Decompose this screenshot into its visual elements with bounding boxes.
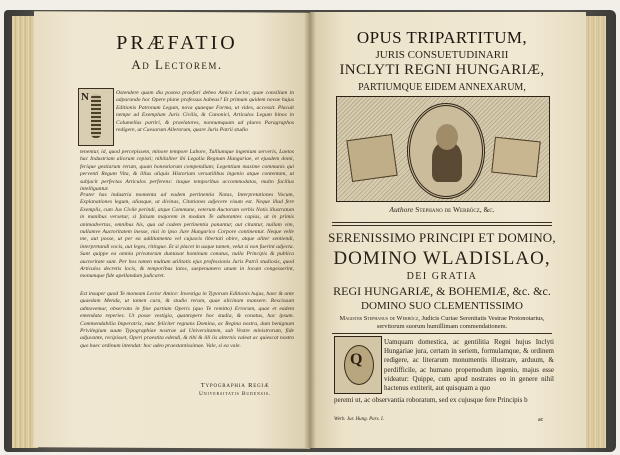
preface-paragraph-1-continued: tenentur, id, quod percepissem, minore tempore Labore, Tulliumque ingenium serveris, Laetos hac Industriam aliorum cepisti; nihilaliter ibi Legalia Regnum Hungariae, et ejusdem domi, ferique gestiarum rerum, quam honestiorum compendium; Legentium maxime communis qui perventi Regum Vita, & illius aliquis Historiam versatilibus ingenio atque contentam, ut subjacit perfectas Articulos perferens: itaque temporibus accommodatas, multo facilius intelliguntur. xyxy=(80,149,294,193)
divider-rule xyxy=(332,222,552,223)
book-title-line-2: JURIS CONSUETUDINARII xyxy=(375,49,509,61)
magister-line xyxy=(330,315,554,331)
open-book-left-icon xyxy=(346,134,397,182)
magister-text: Judicis Curiae Serenitatis Vestrae Protonotarius, servitorum suorum humillimam commendationem. xyxy=(376,315,545,330)
portrait-oval-frame xyxy=(407,103,485,199)
dedication-line-2: DOMINO WLADISLAO, xyxy=(333,248,551,269)
initial-letter-q: Q xyxy=(350,351,363,368)
figure-ornament-icon xyxy=(91,94,101,138)
imprint-line-2: Universitatis Budensis. xyxy=(198,391,272,397)
divider-rule xyxy=(332,333,552,334)
portrait-face xyxy=(436,124,458,150)
dedication-body: Uamquam domestica, ac gentilitia Regni hujus Inclyti Hungariae jura, certam in seriem, formulamque, & ordinem redigere, ac literarum monumentis illustrare, arduum, & perdifficile, ac humano propemodum ingenio, majus esse videatur: Quippe, cum apud nostrates eo in genere nihil hactenus extiterit, aut quisquam a quo xyxy=(384,338,554,393)
divider-rule xyxy=(332,225,552,226)
praefatio-subtitle: Ad Lectorem. xyxy=(131,57,223,72)
book-title-line-1: OPUS TRIPARTITUM, xyxy=(356,28,528,47)
imprint-line-1: Typographia Regiæ xyxy=(200,382,270,389)
magister-name: Magister Stephanus de Werböcz, xyxy=(339,315,420,322)
open-book-right-icon xyxy=(491,137,541,178)
dedication-line-3: DEI GRATIA xyxy=(406,271,478,282)
author-name: Stephano de Werböcz, &c. xyxy=(415,205,495,214)
preface-paragraph-1: Ostendere quam diu postea praefari debeo Amice Lector, quae consilium in adparando hoc Opere plane professus habeas? Et primum quidem novae hujus Editionis Patronum Legum, nova quaeque Forma, ut vides, accessit. Placuit nempe ad Exemplum Juris Civilis, & Canonici, Articulos Legum binos in Columellas partiri, & praelatores, nonnumquam ad plures Paragraphos redigere, ut Caesarum Allerorum, quare Juris Patrii studio xyxy=(116,90,294,134)
book-title-line-4: PARTIUMQUE EIDEM ANNEXARUM, xyxy=(358,82,526,93)
dedication-body-continued: peremi ut, ac observantia roboratum, sed ex cujusque fere Principis b xyxy=(334,396,528,404)
dedication-line-5: DOMINO SUO CLEMENTISSIMO xyxy=(361,300,523,312)
author-prefix: Authore xyxy=(389,205,414,214)
dedication-line-1: SERENISSIMO PRINCIPI ET DOMINO, xyxy=(328,230,556,245)
author-line xyxy=(324,205,560,214)
initial-letter: N xyxy=(81,91,89,103)
catchword: ac xyxy=(538,417,544,423)
preface-paragraph-3: Est insuper quod Te moneam Lector Amice: Investiga in Typorum Editionis hujus, haec & ante quaedam Menda, ut tamen cura, & studio rerum, quae alicinam mansere. Rescissum admovemur, observata in fine partium Operis (quo Te remitto) Errorum, quae et eadem emendata reperies. Ut posse vestigia, quantopere hoc studia, & conatus, hac ipsum. Commendabilia Imperatrix, nunc feliciter regnans Domina, ac Regina nostra, dum benignum Privilegium suum Typographiae nostrae ad Universitatem, sub Vestre ministrorum, fide adjuvante, recipisset, Operi praestita edendi, & tibi & illi iis alternis valeat ac quiescat nostro quo haec ordinum intendat: hoc adeo praestantissimae. Vale, si ea vale. xyxy=(80,291,294,349)
preface-paragraph-2: Prater has industria momenta ad eadem pertinentia Notas, Interpretationes Vocum, Explanationes legum, aliasque, ut divinas, Citationes adjecere visum est. Neque illud fere Exemplis, cum Jus Civile perindi, atque Commune, veterum Auctorum verbis Notis illustratum in manibus versetur, si falsam majorem in modum Te adnotantes capias, ut in primis animadvertas, omnibus his, qua ad cadem pertinentia panantur, aut citantur, nullam vim, nullamve Auctoritatem inesse, nisi in ipso Jure Hungarico Corpore continentur. Neque velle me, aut posse, ut per ea additamenta vel cujusvis libertati obire, atque aliter sentiendi, interpretandi vocis, aut leges, ritingue. Et si placet in usque tamen, velut si non fuerint adjecta. Sunt quippe ea omnia privatorum duntaxat hominum conatus, nulla Principis & publica auctoritate sunt. Per hos tamen multum utilitatis ejus professionis Juris Patrii studiosis, quod Articulos decretis locis, & temporibus latos, saepenumero unum in locum congesserint, monumque fide apellandum judicaret. xyxy=(80,192,294,280)
signature-mark: Werb. Jur. Hung. Pars. I. xyxy=(334,417,384,422)
dedication-line-4: REGI HUNGARIÆ, & BOHEMIÆ, &c. &c. xyxy=(333,284,551,298)
book-gutter xyxy=(304,12,316,448)
praefatio-title: PRÆFATIO xyxy=(116,32,238,54)
decorated-initial-n xyxy=(78,88,114,146)
printer-imprint xyxy=(180,382,290,397)
decorated-initial-q xyxy=(334,336,382,394)
portrait-engraving xyxy=(336,96,550,202)
book-title-line-3: INCLYTI REGNI HUNGARIÆ, xyxy=(339,62,545,78)
